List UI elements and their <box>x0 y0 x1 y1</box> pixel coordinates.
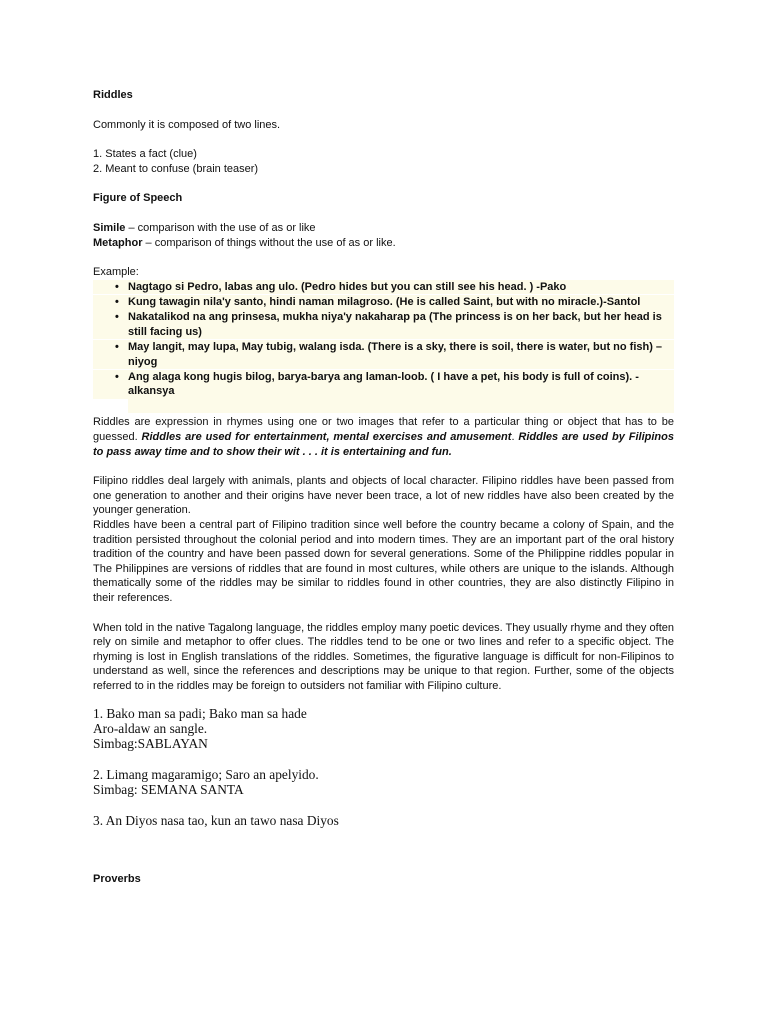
simile-definition: – comparison with the use of as or like <box>125 221 316 234</box>
example-list <box>93 280 674 399</box>
metaphor-line <box>93 236 674 251</box>
simile-term: Simile <box>93 221 126 234</box>
intro-line: Commonly it is composed of two lines. <box>93 118 281 131</box>
example-label: Example: <box>93 266 139 279</box>
bicol-riddle-2: 2. Limang magaramigo; Saro an apelyido. Simbag: SEMANA SANTA <box>93 766 319 798</box>
point-1: 1. States a fact (clue) <box>93 148 197 161</box>
paragraph-tagalog: When told in the native Tagalong language, the riddles employ many poetic devices. They usually rhyme and they often rely on simile and metaphor to offer clues. The riddles tend to be one or two lines and refer to a specific object. The rhyming is lost in English translations of the riddles. Sometimes, the figurative language is difficult for non-Filipinos to understand as well, since the references and descriptions may be unique to that region. Further, some of the objects referred to in the riddles may be foreign to outsiders not familiar with Filipino culture. <box>93 621 674 692</box>
figure-of-speech-heading: Figure of Speech <box>93 192 183 205</box>
list-item: • Kung tawagin nila'y santo, hindi naman milagroso. (He is called Saint, but with no miracle.)-Santol <box>93 295 674 310</box>
metaphor-definition: – comparison of things without the use of as or like. <box>142 236 396 249</box>
simile-line <box>93 221 674 236</box>
list-item: • Nakatalikod na ang prinsesa, mukha niya'y nakaharap pa (The princess is on her back, but her head is still facing us) <box>93 310 674 339</box>
highlight-trail <box>128 399 674 413</box>
riddles-heading: Riddles <box>93 89 133 101</box>
bicol-riddle-3: 3. An Diyos nasa tao, kun an tawo nasa Diyos <box>93 812 339 828</box>
proverbs-heading: Proverbs <box>93 873 141 885</box>
paragraph-riddles-definition: Riddles are expression in rhymes using one or two images that refer to a particular thing or object that has to be guessed. Riddles are used for entertainment, mental exercises and amusement. Riddles are used by Filipinos to pass away time and to show their wit . . . it is entertaining and fun. <box>93 416 674 458</box>
point-2: 2. Meant to confuse (brain teaser) <box>93 162 259 175</box>
paragraph-filipino-riddles: Filipino riddles deal largely with animals, plants and objects of local character. Filipino riddles have been passed from one generation to another and their origins have never been trace, a lot of new riddles have also been created by the younger generation. <box>93 475 674 517</box>
bullet-icon: • <box>115 295 119 308</box>
list-item: • Nagtago si Pedro, labas ang ulo. (Pedro hides but you can still see his head. ) -Pako <box>93 280 674 295</box>
bicol-riddle-1: 1. Bako man sa padi; Bako man sa hade Aro-aldaw an sangle. Simbag:SABLAYAN <box>93 705 307 752</box>
bullet-icon: • <box>115 340 119 353</box>
paragraph-tradition: Riddles have been a central part of Filipino tradition since well before the country became a colony of Spain, and the tradition persisted throughout the colonial period and into modern times. They are an important part of the oral history tradition of the country and have been passed down for several generations. Some of the Philippine riddles popular in The Philippines are versions of riddles that are found in most cultures, while others are unique to the islands. Although thematically some of the riddles may be similar to riddles found in other countries, they are also distinctly Filipino in their references. <box>93 519 674 604</box>
list-item: • Ang alaga kong hugis bilog, barya-barya ang laman-loob. ( I have a pet, his body is full of coins). -alkansya <box>93 370 674 399</box>
list-item: • May langit, may lupa, May tubig, walang isda. (There is a sky, there is soil, there is water, but no fish) – niyog <box>93 340 674 369</box>
bullet-icon: • <box>115 370 119 383</box>
document-body <box>93 88 674 887</box>
bullet-icon: • <box>115 280 119 293</box>
metaphor-term: Metaphor <box>93 236 143 249</box>
bullet-icon: • <box>115 311 119 324</box>
